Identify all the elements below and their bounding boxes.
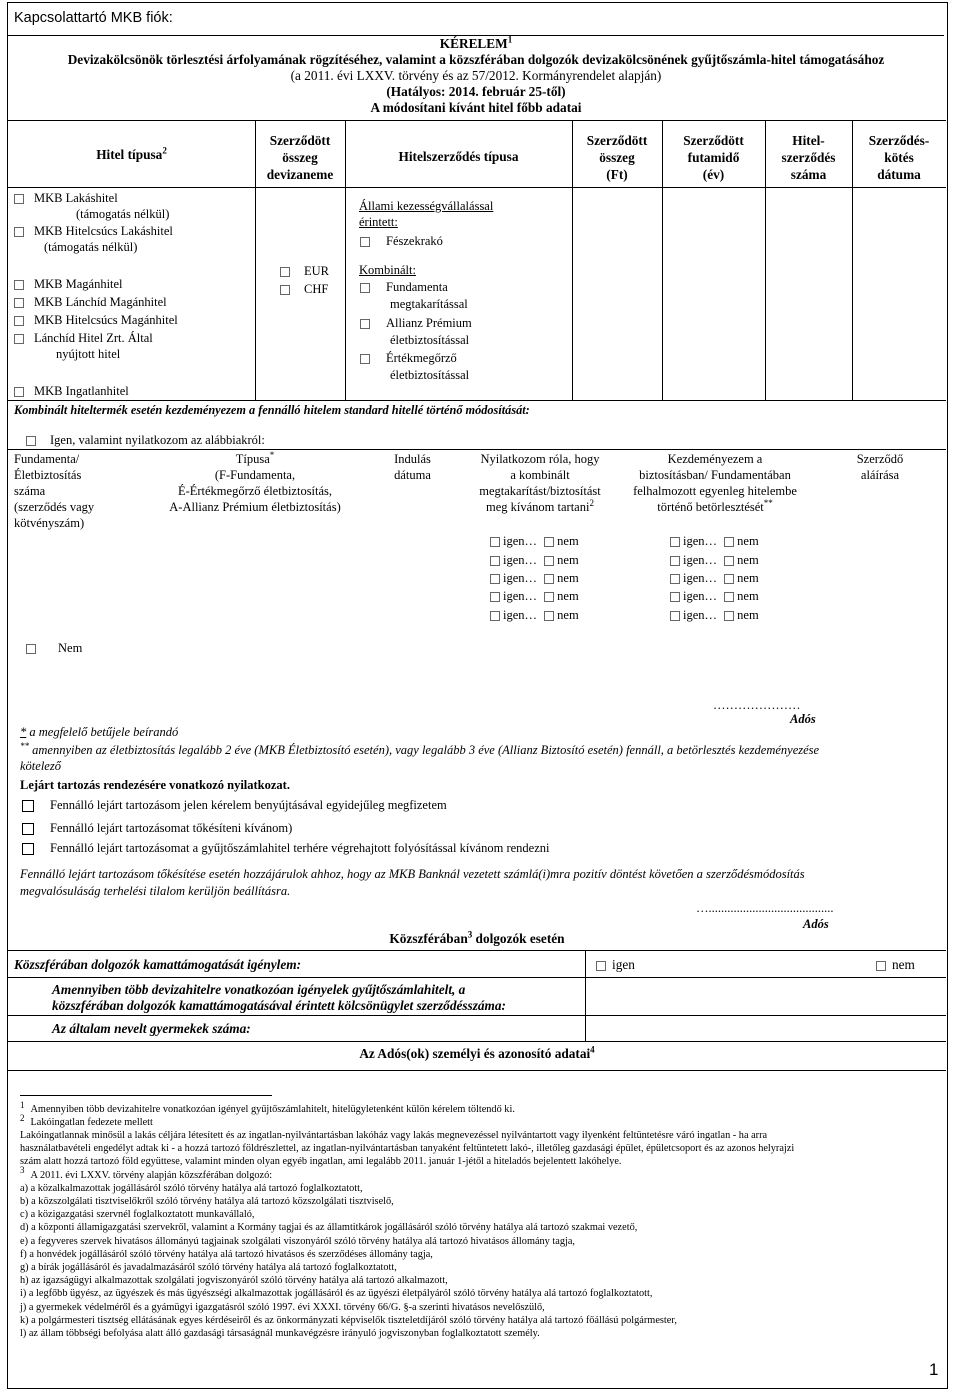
header-contract-no: Hitel- szerződés száma xyxy=(781,133,836,182)
yes-label: igen… xyxy=(683,534,718,548)
no-label: nem xyxy=(737,589,759,603)
sub-header-start: Indulás dátuma xyxy=(394,452,431,482)
yes-label: igen… xyxy=(683,571,718,585)
checkbox-yes[interactable] xyxy=(490,592,500,602)
title-block xyxy=(8,36,944,116)
yes-label: igen… xyxy=(503,589,538,603)
header-loan-type: Hitel típusa$^2$ xyxy=(96,145,167,162)
checkbox-yes[interactable] xyxy=(490,611,500,621)
overdue-option-1[interactable]: Fennálló lejárt tartozásom jelen kérelem benyújtásával egyidejűleg megfizetem xyxy=(22,797,447,813)
currency-eur[interactable]: EUR xyxy=(280,263,329,279)
loan-option-ingatlan[interactable]: MKB Ingatlanhitel xyxy=(34,383,129,399)
checkbox[interactable] xyxy=(26,644,36,654)
loan-option-lanchid-magan[interactable]: MKB Lánchíd Magánhitel xyxy=(34,294,167,310)
footnote-line: g) a bírák jogállásáról és javadalmazásáról szóló törvény hatálya alá tartozó foglalkoztatott, xyxy=(20,1262,397,1273)
checkbox-no[interactable] xyxy=(544,574,554,584)
yes-no-choice[interactable] xyxy=(490,607,579,623)
debtor-label: Adós xyxy=(790,712,816,726)
yes-label: igen… xyxy=(503,534,538,548)
checkbox-no[interactable] xyxy=(724,592,734,602)
footnote-line: Lakóingatlannak minősül a lakás céljára létesített és az ingatlan-nyilvántartásban lakóház vagy lakás megnevezéssel nyilvántartott vagy ilyenként feltüntetésre váró ingatlan - ha arra xyxy=(20,1130,768,1141)
title-main: KÉRELEM$^1$ xyxy=(439,34,513,51)
sub-header-fund-no: Fundamenta/ Életbiztosítás száma (szerződés vagy kötvényszám) xyxy=(14,452,95,530)
subsidy-label: Közszférában dolgozók kamattámogatását igénylem: xyxy=(14,957,301,972)
checkbox[interactable] xyxy=(14,298,24,308)
checkbox[interactable] xyxy=(14,227,24,237)
loan-option-hitelcsucs-lakas-sub: (támogatás nélkül) xyxy=(44,240,138,254)
checkbox[interactable] xyxy=(14,387,24,397)
checkbox-no[interactable] xyxy=(724,611,734,621)
subsidy-no[interactable]: nem xyxy=(876,957,915,973)
children-label: Az általam nevelt gyermekek száma: xyxy=(52,1021,251,1036)
yes-label: igen… xyxy=(503,608,538,622)
sub-header-signature: Szerződő aláírása xyxy=(856,452,904,482)
yes-no-choice[interactable] xyxy=(490,588,579,604)
yes-label: igen… xyxy=(683,589,718,603)
no-label: nem xyxy=(737,553,759,567)
yes-no-choice[interactable] xyxy=(490,570,579,586)
loan-option-magan[interactable]: MKB Magánhitel xyxy=(34,276,123,292)
sub-header-declare: Nyilatkozom róla, hogy a kombinált megtakarítást/biztosítást meg kívánom tartani$^2$ xyxy=(479,452,601,514)
overdue-title: Lejárt tartozás rendezésére vonatkozó nyilatkozat. xyxy=(20,778,290,792)
title-line1: Devizakölcsönök törlesztési árfolyamának rögzítéséhez, valamint a közszférában dolgozók devizakölcsönének gyűjtőszámla-hitel támogatásához xyxy=(67,52,885,67)
branch-label: Kapcsolattartó MKB fiók: xyxy=(14,10,173,26)
note-star: * a megfelelő betűjele beírandó xyxy=(20,725,179,739)
multi-loan-text: Amennyiben több devizahitelre vonatkozóan igényelek gyűjtőszámlahitelt, a xyxy=(52,982,466,997)
loan-option-hitelcsucs-lakas[interactable]: MKB Hitelcsúcs Lakáshitel xyxy=(34,223,173,239)
no-label: nem xyxy=(557,534,579,548)
checkbox[interactable] xyxy=(360,237,370,247)
checkbox-no[interactable] xyxy=(724,574,734,584)
checkbox[interactable] xyxy=(596,961,606,971)
loan-option-hitelcsucs-magan[interactable]: MKB Hitelcsúcs Magánhitel xyxy=(34,312,178,328)
subsidy-yes[interactable]: igen xyxy=(596,957,635,973)
checkbox-yes[interactable] xyxy=(670,574,680,584)
checkbox-no[interactable] xyxy=(544,592,554,602)
checkbox-yes[interactable] xyxy=(490,556,500,566)
contract-kombinalt: Kombinált: xyxy=(359,263,416,277)
kombinalt-statement: Kombinált hiteltermék esetén kezdeményezem a fennálló hitelem standard hitellé történő módosítását: xyxy=(14,403,530,417)
loan-option-lanchid-zrt-sub: nyújtott hitel xyxy=(56,347,121,361)
footnote-line: c) a közigazgatási szervnél foglalkoztatott munkavállaló, xyxy=(20,1209,255,1221)
checkbox[interactable] xyxy=(22,843,34,855)
header-term: Szerződött futamidő (év) xyxy=(683,133,744,182)
header-amount: Szerződött összeg (Ft) xyxy=(586,133,648,182)
checkbox[interactable] xyxy=(14,194,24,204)
overdue-option-3[interactable]: Fennálló lejárt tartozásomat a gyűjtőszámlahitel terhére végrehajtott folyósítással kívánom rendezni xyxy=(22,840,549,856)
contract-allami-sub: érintett: xyxy=(359,215,398,229)
checkbox[interactable] xyxy=(26,436,36,446)
header-contract-type: Hitelszerződés típusa xyxy=(398,149,519,164)
checkbox[interactable] xyxy=(360,354,370,364)
footnote-line: 1 Amennyiben több devizahitelre vonatkozóan igényel gyűjtőszámlahitelt, hitelügyletenként külön kérelem töltendő ki. xyxy=(20,1099,515,1115)
overdue-debtor-label: Adós xyxy=(803,917,829,931)
footnote-line: 3 A 2011. évi LXXV. törvény alapján közszférában dolgozó: xyxy=(20,1165,273,1181)
footnote-line: szám alatt hozzá tartozó föld együttese, valamint minden olyan egyéb ingatlan, ami legalább 2011. január 1-jétől a hiteladós bejelentett lakóhelye. xyxy=(20,1156,622,1168)
checkbox[interactable] xyxy=(360,283,370,293)
sub-header-type: Típusa* (F-Fundamenta, É-Értékmegőrző életbiztosítás, A-Allianz Prémium életbiztosítás) xyxy=(169,449,341,514)
no-label: nem xyxy=(737,571,759,585)
footnote-line: j) a gyermekek védelméről és a gyámügyi igazgatásról szóló 1997. évi XXXI. törvény 66/G. §-a szerinti hivatásos nevelőszülő, xyxy=(20,1301,545,1313)
overdue-consent: Fennálló lejárt tartozásom tőkésítése esetén hozzájárulok ahhoz, hogy az MKB Banknál vezetett számlá(i)mra pozitív döntést követően a szerződésmódosítás xyxy=(20,867,805,881)
checkbox-yes[interactable] xyxy=(670,537,680,547)
overdue-debtor-dots: …........................................ xyxy=(696,901,834,915)
title-line4: A módosítani kívánt hitel főbb adatai xyxy=(370,100,582,115)
yes-label: igen… xyxy=(503,553,538,567)
footnote-line: l) az állam többségi befolyása alatt álló gazdasági társaságnál munkavégzésre irányuló jogviszonyban foglalkoztatott személy. xyxy=(20,1328,540,1339)
header-currency: Szerződött összeg devizaneme xyxy=(266,133,334,182)
footnote-line: b) a közszolgálati tisztviselőkről szóló törvény hatálya alá tartozó közszolgálati tisztviselő, xyxy=(20,1196,394,1207)
footnote-line: f) a honvédek jogállásáról szóló törvény hatálya alá tartozó hivatásos és szerződéses állomány tagja, xyxy=(20,1248,433,1260)
no-label: nem xyxy=(557,608,579,622)
checkbox-no[interactable] xyxy=(724,537,734,547)
personal-data-title: Az Adós(ok) személyi és azonosító adatai$^4$ xyxy=(359,1044,595,1061)
option-yes[interactable]: Igen, valamint nyilatkozom az alábbiakról: xyxy=(26,432,265,448)
yes-no-choice[interactable] xyxy=(490,552,579,568)
contract-fundamenta[interactable]: Fundamenta xyxy=(360,279,448,295)
footnote-line: h) az igazságügyi alkalmazottak szolgálati jogviszonyáról szóló törvény hatálya alá tartozó alkalmazott, xyxy=(20,1275,448,1287)
yes-label: igen… xyxy=(683,608,718,622)
loan-option-lakas[interactable]: MKB Lakáshitel xyxy=(34,190,118,206)
page-number: 1 xyxy=(929,1360,939,1379)
yes-no-choice[interactable] xyxy=(490,533,579,549)
checkbox[interactable] xyxy=(876,961,886,971)
checkbox-yes[interactable] xyxy=(670,592,680,602)
checkbox[interactable] xyxy=(280,267,290,277)
header-contract-date: Szerződés- kötés dátuma xyxy=(868,133,930,182)
title-line2: (a 2011. évi LXXV. törvény és az 57/2012. Kormányrendelet alapján) xyxy=(290,68,662,83)
overdue-option-2[interactable]: Fennálló lejárt tartozásomat tőkésíteni kívánom) xyxy=(22,820,292,836)
checkbox[interactable] xyxy=(360,319,370,329)
footnote-line: a) a közalkalmazottak jogállásáról szóló törvény hatálya alá tartozó foglalkoztatott, xyxy=(20,1182,363,1194)
checkbox-yes[interactable] xyxy=(670,611,680,621)
yes-label: igen… xyxy=(683,553,718,567)
loan-option-lakas-sub: (támogatás nélkül) xyxy=(76,207,170,221)
yes-no-choice[interactable] xyxy=(670,552,759,568)
contract-allianz[interactable]: Allianz Prémium xyxy=(360,315,472,331)
yes-no-choice[interactable] xyxy=(670,588,759,604)
sub-header-initiate: Kezdeményezem a biztosításban/ Fundamentában felhalmozott egyenleg hitelembe történő betörlesztését** xyxy=(633,452,797,514)
footnote-line: k) a polgármesteri tisztség ellátásának egyes kérdéseiről és az önkormányzati képviselők tiszteletdíjáról szóló törvény hatálya alá tartozó főállású polgármester, xyxy=(20,1314,677,1326)
checkbox[interactable] xyxy=(14,280,24,290)
checkbox[interactable] xyxy=(14,316,24,326)
yes-label: igen… xyxy=(503,571,538,585)
multi-loan-text-cont: közszférában dolgozók kamattámogatásával érintett kölcsönügylet szerződésszáma: xyxy=(52,998,506,1013)
footnote-line: használatbavételi engedélyt adtak ki - a hozzá tartozó földrészlettel, az ingatlan-nyilvántartásban tanyaként feltüntetett lakó-, illetőleg gazdasági épület, épületcsoport és az azonos helyrajzi xyxy=(20,1143,795,1155)
checkbox-no[interactable] xyxy=(544,537,554,547)
checkbox-yes[interactable] xyxy=(490,574,500,584)
public-sector-title: Közszférában$^3$ dolgozók esetén xyxy=(389,929,565,946)
yes-no-choice[interactable] xyxy=(670,570,759,586)
contract-allianz-sub: életbiztosítással xyxy=(390,333,470,347)
yes-no-choice[interactable] xyxy=(670,607,759,623)
footnote-line: 2 Lakóingatlan fedezete mellett xyxy=(20,1112,153,1128)
option-no[interactable]: Nem xyxy=(26,640,82,656)
contract-ertekmegorzo[interactable]: Értékmegőrző xyxy=(360,350,457,366)
contract-feszekrako[interactable]: Fészekrakó xyxy=(360,233,443,249)
contract-allami: Állami kezességvállalással xyxy=(359,199,494,213)
currency-chf[interactable]: CHF xyxy=(280,281,328,297)
footnote-line: i) a legfőbb ügyész, az ügyészek és más ügyészségi alkalmazottak jogállásáról és az ügyészi életpályáról szóló törvény hatálya alá tartozó foglalkoztatott, xyxy=(20,1288,653,1300)
checkbox-no[interactable] xyxy=(544,611,554,621)
checkbox-yes[interactable] xyxy=(670,556,680,566)
title-line3: (Hatályos: 2014. február 25-től) xyxy=(386,84,566,99)
no-label: nem xyxy=(557,553,579,567)
checkbox[interactable] xyxy=(22,800,34,812)
footnote-line: e) a fegyveres szervek hivatásos állományú tagjainak szolgálati viszonyáról szóló törvény hatálya alá tartozó hivatásos állomány tagja, xyxy=(20,1235,575,1247)
no-label: nem xyxy=(737,608,759,622)
overdue-consent-cont: megvalósuláság terhelési tilalom kerüljön beállításra. xyxy=(20,884,291,898)
checkbox-no[interactable] xyxy=(544,556,554,566)
no-label: nem xyxy=(557,571,579,585)
contract-ertekmegorzo-sub: életbiztosítással xyxy=(390,368,470,382)
checkbox[interactable] xyxy=(14,334,24,344)
footnote-line: d) a központi államigazgatási szervekről, valamint a Kormány tagjai és az államtitkárok jogállásáról szóló törvény hatálya alá tartozó szakmai vezető, xyxy=(20,1222,638,1234)
note-double-star-cont: kötelező xyxy=(20,759,61,773)
debtor-dots: ………………… xyxy=(713,698,801,712)
yes-no-choice[interactable] xyxy=(670,533,759,549)
loan-option-lanchid-zrt[interactable]: Lánchíd Hitel Zrt. Által xyxy=(34,330,153,346)
checkbox-no[interactable] xyxy=(724,556,734,566)
note-double-star: ** amennyiben az életbiztosítás legalább 2 éve (MKB Életbiztosító esetén), vagy legalább 3 éve (Allianz Biztosító esetén) fennáll, a betörlesztés kezdeményezése xyxy=(20,740,820,757)
contract-fundamenta-sub: megtakarítással xyxy=(390,297,468,311)
checkbox[interactable] xyxy=(280,285,290,295)
no-label: nem xyxy=(557,589,579,603)
checkbox[interactable] xyxy=(22,823,34,835)
no-label: nem xyxy=(737,534,759,548)
checkbox-yes[interactable] xyxy=(490,537,500,547)
